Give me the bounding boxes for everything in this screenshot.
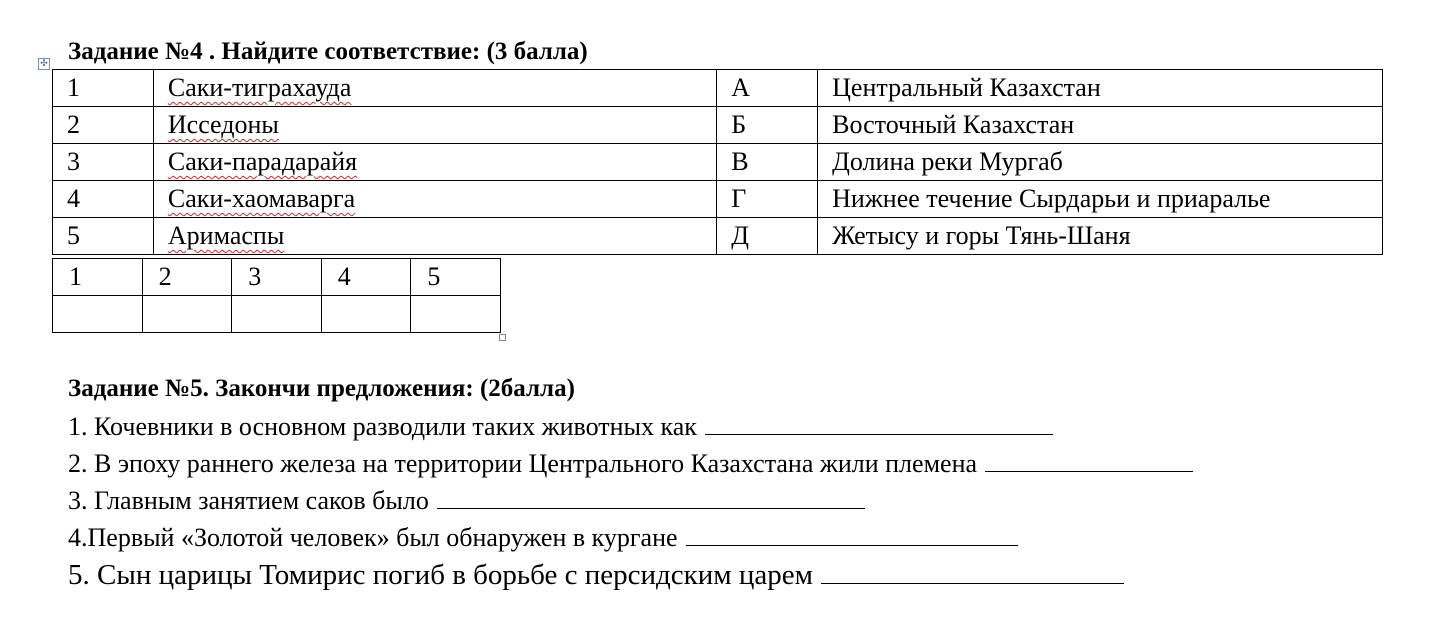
region-letter: Д — [717, 218, 818, 255]
sentence-1 — [68, 408, 1193, 445]
task4-title: Задание №4 . Найдите соответствие: (3 балла) — [68, 38, 588, 65]
region-letter: А — [717, 70, 818, 107]
region-name: Нижнее течение Сырдарьи и приаралье — [818, 181, 1383, 218]
answer-blank[interactable] — [705, 408, 1053, 435]
region-name: Жетысу и горы Тянь-Шаня — [818, 218, 1383, 255]
sentence-2 — [68, 445, 1193, 482]
task5-title: Задание №5. Закончи предложения: (2балла) — [68, 375, 575, 402]
region-name: Центральный Казахстан — [818, 70, 1383, 107]
answer-blank[interactable] — [686, 519, 1018, 546]
sentence-list — [68, 408, 1193, 596]
region-name: Долина реки Мургаб — [818, 144, 1383, 181]
region-letter: В — [717, 144, 818, 181]
sentence-text: 4.Первый «Золотой человек» был обнаружен в кургане — [68, 523, 678, 552]
sentence-text: 1. Кочевники в основном разводили таких животных как — [68, 412, 697, 441]
answer-header: 2 — [142, 259, 232, 296]
table-row — [53, 144, 1383, 181]
answer-blank[interactable] — [985, 445, 1193, 472]
sentence-text: 2. В эпоху раннего железа на территории Центрального Казахстана жили племена — [68, 449, 978, 478]
sentence-4 — [68, 519, 1193, 556]
answer-blank[interactable] — [437, 482, 865, 509]
answer-cell-2[interactable] — [142, 296, 232, 333]
matching-table — [52, 69, 1383, 255]
row-number: 3 — [53, 144, 154, 181]
table-move-icon[interactable]: ✣ — [38, 58, 50, 70]
sentence-5 — [68, 556, 1193, 596]
sentence-text: 5. Сын царицы Томирис погиб в борьбе с персидским царем — [68, 559, 813, 591]
answer-header: 4 — [321, 259, 411, 296]
answer-table — [52, 258, 501, 333]
table-row — [53, 107, 1383, 144]
region-name: Восточный Казахстан — [818, 107, 1383, 144]
table-row — [53, 218, 1383, 255]
region-letter: Г — [717, 181, 818, 218]
tribe-name: Исседоны — [153, 107, 716, 144]
answer-header-row — [53, 259, 501, 296]
answer-header: 3 — [232, 259, 322, 296]
table-row — [53, 181, 1383, 218]
tribe-name: Аримаспы — [153, 218, 716, 255]
sentence-text: 3. Главным занятием саков было — [68, 486, 429, 515]
tribe-name: Саки-хаомаварга — [153, 181, 716, 218]
answer-header: 1 — [53, 259, 143, 296]
sentence-3 — [68, 482, 1193, 519]
tribe-name: Саки-парадарайя — [153, 144, 716, 181]
region-letter: Б — [717, 107, 818, 144]
answer-input-row — [53, 296, 501, 333]
row-number: 5 — [53, 218, 154, 255]
row-number: 1 — [53, 70, 154, 107]
table-resize-icon[interactable] — [499, 334, 506, 341]
table-row — [53, 70, 1383, 107]
answer-header: 5 — [411, 259, 501, 296]
row-number: 4 — [53, 181, 154, 218]
row-number: 2 — [53, 107, 154, 144]
answer-cell-5[interactable] — [411, 296, 501, 333]
answer-cell-4[interactable] — [321, 296, 411, 333]
answer-cell-1[interactable] — [53, 296, 143, 333]
answer-cell-3[interactable] — [232, 296, 322, 333]
tribe-name: Саки-тиграхауда — [153, 70, 716, 107]
answer-blank[interactable] — [821, 557, 1124, 584]
